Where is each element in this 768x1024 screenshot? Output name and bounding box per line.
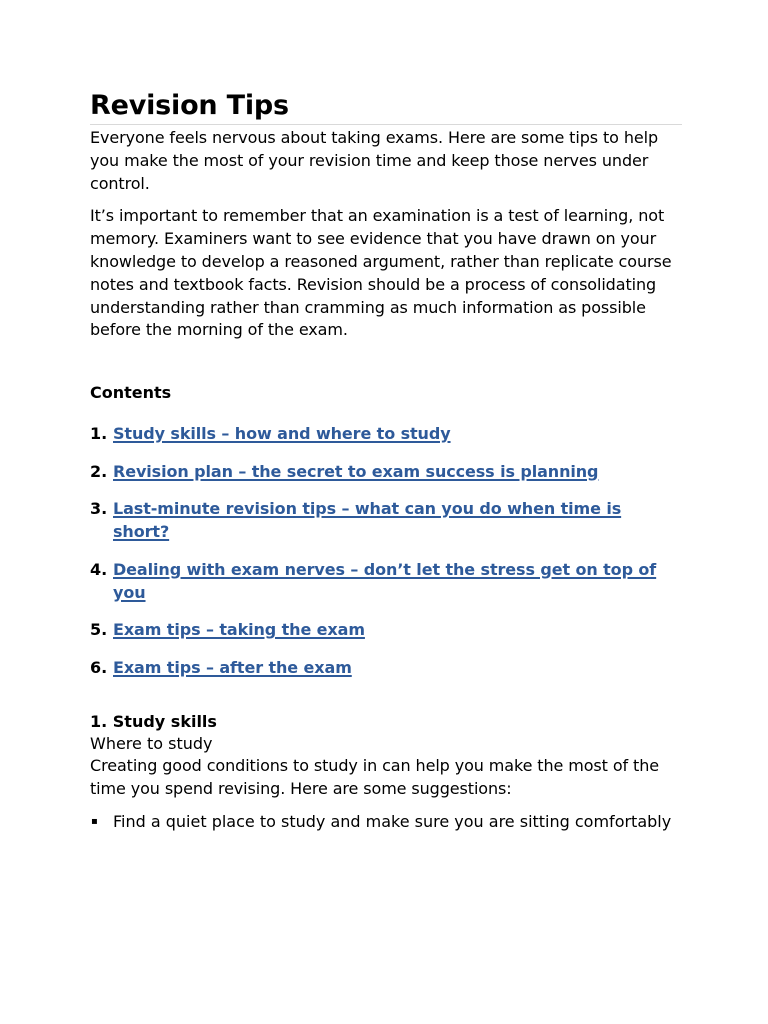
section-subheading: Where to study [90,733,213,753]
toc-item [90,656,682,679]
toc-link-taking-exam[interactable]: Exam tips – taking the exam [113,620,365,640]
toc-number: 4. [90,559,108,579]
toc-item [90,618,682,641]
page-title: Revision Tips [90,88,682,125]
toc-link-after-exam[interactable]: Exam tips – after the exam [113,657,352,677]
bullet-list [90,811,682,834]
intro-paragraph: It’s important to remember that an examination is a test of learning, not memory. Examiners want to see evidence that you have drawn on your knowledge to develop a reasoned argument, rather than replicate course notes and textbook facts. Revision should be a process of consolidating understanding rather than cramming as much information as possible before the morning of the exam. [90,206,672,340]
intro-paragraph: Everyone feels nervous about taking exams. Here are some tips to help you make the most of your revision time and keep those nerves under control. [90,128,659,193]
list-item-text: Find a quiet place to study and make sure you are sitting comfortably [113,812,672,832]
list-item [90,811,682,834]
toc-link-last-minute-tips[interactable]: Last-minute revision tips – what can you do when time is short? [113,499,622,542]
document-page [90,88,682,834]
toc-number: 6. [90,657,108,677]
toc-number: 5. [90,620,108,640]
toc-number: 2. [90,461,108,481]
section-heading: 1. Study skills [90,711,217,731]
toc-item [90,422,682,445]
toc-number: 1. [90,424,108,444]
contents-heading: Contents [90,383,172,403]
table-of-contents [90,422,682,679]
toc-item [90,558,682,604]
toc-item [90,497,682,543]
toc-item [90,460,682,483]
bullet-icon: ▪ [91,816,98,828]
toc-number: 3. [90,499,108,519]
toc-link-exam-nerves[interactable]: Dealing with exam nerves – don’t let the stress get on top of you [113,559,657,602]
section-paragraph: Creating good conditions to study in can help you make the most of the time you spend revising. Here are some suggestions: [90,756,659,799]
toc-link-revision-plan[interactable]: Revision plan – the secret to exam success is planning [113,461,599,481]
toc-link-study-skills[interactable]: Study skills – how and where to study [113,424,451,444]
